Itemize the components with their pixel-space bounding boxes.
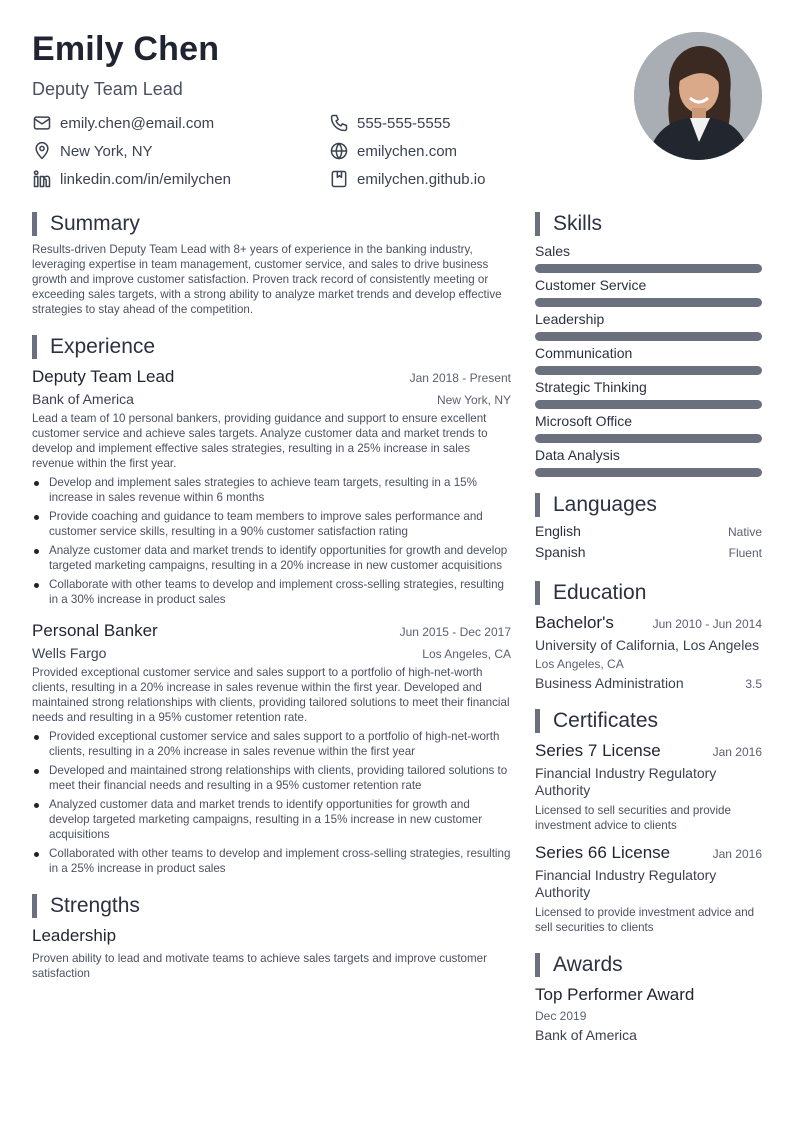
certificate-issuer: Financial Industry Regulatory Authority <box>535 867 717 900</box>
bullet-item: Develop and implement sales strategies to achieve team targets, resulting in a 15% increase in sales revenue within 6 months <box>32 475 511 505</box>
education-heading: Education <box>535 581 762 605</box>
job-dates: Jun 2015 - Dec 2017 <box>399 625 511 639</box>
experience-heading: Experience <box>32 335 511 359</box>
bookmark-icon <box>329 169 349 189</box>
education-degree: Bachelor's <box>535 613 614 632</box>
skill-label: Leadership <box>535 311 605 327</box>
job-title: Deputy Team Lead <box>32 367 175 386</box>
candidate-role: Deputy Team Lead <box>32 79 183 99</box>
linkedin-text: linkedin.com/in/emilychen <box>60 170 231 188</box>
skill-label: Sales <box>535 243 571 259</box>
globe-icon <box>329 141 349 161</box>
certificates-section <box>535 709 762 935</box>
phone-text: 555-555-5555 <box>357 114 451 132</box>
language-level: Native <box>727 525 762 539</box>
email-text: emily.chen@email.com <box>60 114 215 132</box>
job-location: New York, NY <box>436 393 511 407</box>
bullet-item: Analyzed customer data and market trends to identify opportunities for growth and develop targeted marketing campaigns, resulting in a 15% increase in new customer acquisitions <box>32 797 511 842</box>
bullet-item: Provide coaching and guidance to team members to improve sales performance and customer service skills, resulting in a 90% customer satisfaction rating <box>32 509 511 539</box>
job-dates: Jan 2018 - Present <box>409 371 511 385</box>
website-text: emilychen.com <box>357 142 458 160</box>
education-school: University of California, Los Angeles <box>535 637 760 653</box>
bullet-item: Provided exceptional customer service and sales support to a portfolio of high-net-worth clients, resulting in a 20% increase in sales revenue within the first year <box>32 729 511 759</box>
job-bullets <box>32 475 511 607</box>
contact-linkedin[interactable] <box>32 168 231 190</box>
certificate-date: Jan 2016 <box>712 745 762 759</box>
right-column <box>535 212 762 1043</box>
job-summary: Lead a team of 10 personal bankers, providing guidance and support to ensure excellent customer service and achieve sales targets. Analyze customer data and market trends to develop and implement effective sales strategies, resulting in a 25% increase in sales revenue within the first year. <box>32 412 488 470</box>
mail-icon <box>32 113 52 133</box>
strengths-section <box>32 894 511 981</box>
languages-section <box>535 493 762 565</box>
profile-photo <box>634 32 762 160</box>
certificate-desc: Licensed to provide investment advice and sell securities to clients <box>535 906 755 934</box>
contact-website[interactable] <box>329 140 457 162</box>
language-name: Spanish <box>535 544 586 560</box>
summary-text: Results-driven Deputy Team Lead with 8+ years of experience in the banking industry, leveraging expertise in team management, customer service, and sales to drive business growth and improve customer satisfaction. Proven track record of consistently meeting or exceeding sales targets, with a strong ability to analyze market trends and develop effective strategies to stay ahead of the competition. <box>32 243 502 316</box>
skill-label: Microsoft Office <box>535 413 632 429</box>
language-row <box>535 523 762 544</box>
contact-github[interactable] <box>329 168 485 190</box>
strengths-heading: Strengths <box>32 894 511 918</box>
language-name: English <box>535 523 581 539</box>
skills-heading: Skills <box>535 212 762 236</box>
education-gpa: 3.5 <box>745 677 762 691</box>
awards-section <box>535 953 762 1043</box>
bullet-item: Developed and maintained strong relationships with clients, providing tailored solutions to meet their financial needs and resulting in a 95% customer retention rate <box>32 763 511 793</box>
job-summary: Provided exceptional customer service and sales support to a portfolio of high-net-worth clients, resulting in a 20% increase in sales revenue within the first year. Developed and maintained strong relationships with clients, providing tailored solutions to meet their financial needs and resulting in a 95% customer retention rate. <box>32 666 510 724</box>
job-location: Los Angeles, CA <box>422 647 511 661</box>
skill-bar <box>535 434 762 443</box>
skill-label: Data Analysis <box>535 447 620 463</box>
languages-heading: Languages <box>535 493 762 517</box>
education-location: Los Angeles, CA <box>535 657 624 671</box>
left-column <box>32 212 511 981</box>
phone-icon <box>329 113 349 133</box>
bullet-item: Collaborate with other teams to develop and implement cross-selling strategies, resulting in a 30% increase in product sales <box>32 577 511 607</box>
job-company: Bank of America <box>32 391 134 407</box>
language-row <box>535 544 762 565</box>
award-date: Dec 2019 <box>535 1009 587 1023</box>
linkedin-icon <box>32 169 52 189</box>
certificate-date: Jan 2016 <box>712 847 762 861</box>
map-pin-icon <box>32 141 52 161</box>
skill-bar <box>535 332 762 341</box>
bullet-item: Collaborated with other teams to develop and implement cross-selling strategies, resulting in a 25% increase in product sales <box>32 846 511 876</box>
skill-bar <box>535 298 762 307</box>
education-field: Business Administration <box>535 675 684 691</box>
contact-phone[interactable] <box>329 112 450 134</box>
certificate-entry <box>535 843 762 935</box>
award-org: Bank of America <box>535 1027 637 1043</box>
award-name: Top Performer Award <box>535 985 695 1004</box>
language-level: Fluent <box>728 546 762 560</box>
experience-section <box>32 335 511 876</box>
skill-label: Communication <box>535 345 633 361</box>
skill-bar <box>535 366 762 375</box>
certificate-issuer: Financial Industry Regulatory Authority <box>535 765 717 798</box>
bullet-item: Analyze customer data and market trends to identify opportunities for growth and develop targeted marketing campaigns, resulting in a 20% increase in new customer acquisitions <box>32 543 511 573</box>
job-bullets <box>32 729 511 876</box>
job-entry <box>32 367 511 607</box>
certificate-name: Series 66 License <box>535 843 671 862</box>
education-section <box>535 581 762 691</box>
summary-section <box>32 212 511 317</box>
certificate-name: Series 7 License <box>535 741 661 760</box>
location-text: New York, NY <box>60 142 153 160</box>
skill-bar <box>535 264 762 273</box>
skill-label: Strategic Thinking <box>535 379 647 395</box>
summary-heading: Summary <box>32 212 511 236</box>
strength-name: Leadership <box>32 926 117 945</box>
certificate-desc: Licensed to sell securities and provide investment advice to clients <box>535 804 731 832</box>
job-title: Personal Banker <box>32 621 158 640</box>
certificates-heading: Certificates <box>535 709 762 733</box>
contact-location <box>32 140 153 162</box>
skill-bar <box>535 468 762 477</box>
awards-heading: Awards <box>535 953 762 977</box>
education-dates: Jun 2010 - Jun 2014 <box>652 617 762 631</box>
certificate-entry <box>535 741 762 833</box>
skills-section <box>535 212 762 477</box>
strength-desc: Proven ability to lead and motivate teams to achieve sales targets and improve customer satisfaction <box>32 952 487 980</box>
contact-email[interactable] <box>32 112 214 134</box>
job-company: Wells Fargo <box>32 645 107 661</box>
candidate-name: Emily Chen <box>32 30 220 68</box>
skill-bar <box>535 400 762 409</box>
skill-label: Customer Service <box>535 277 647 293</box>
github-text: emilychen.github.io <box>357 170 486 188</box>
job-entry <box>32 621 511 876</box>
